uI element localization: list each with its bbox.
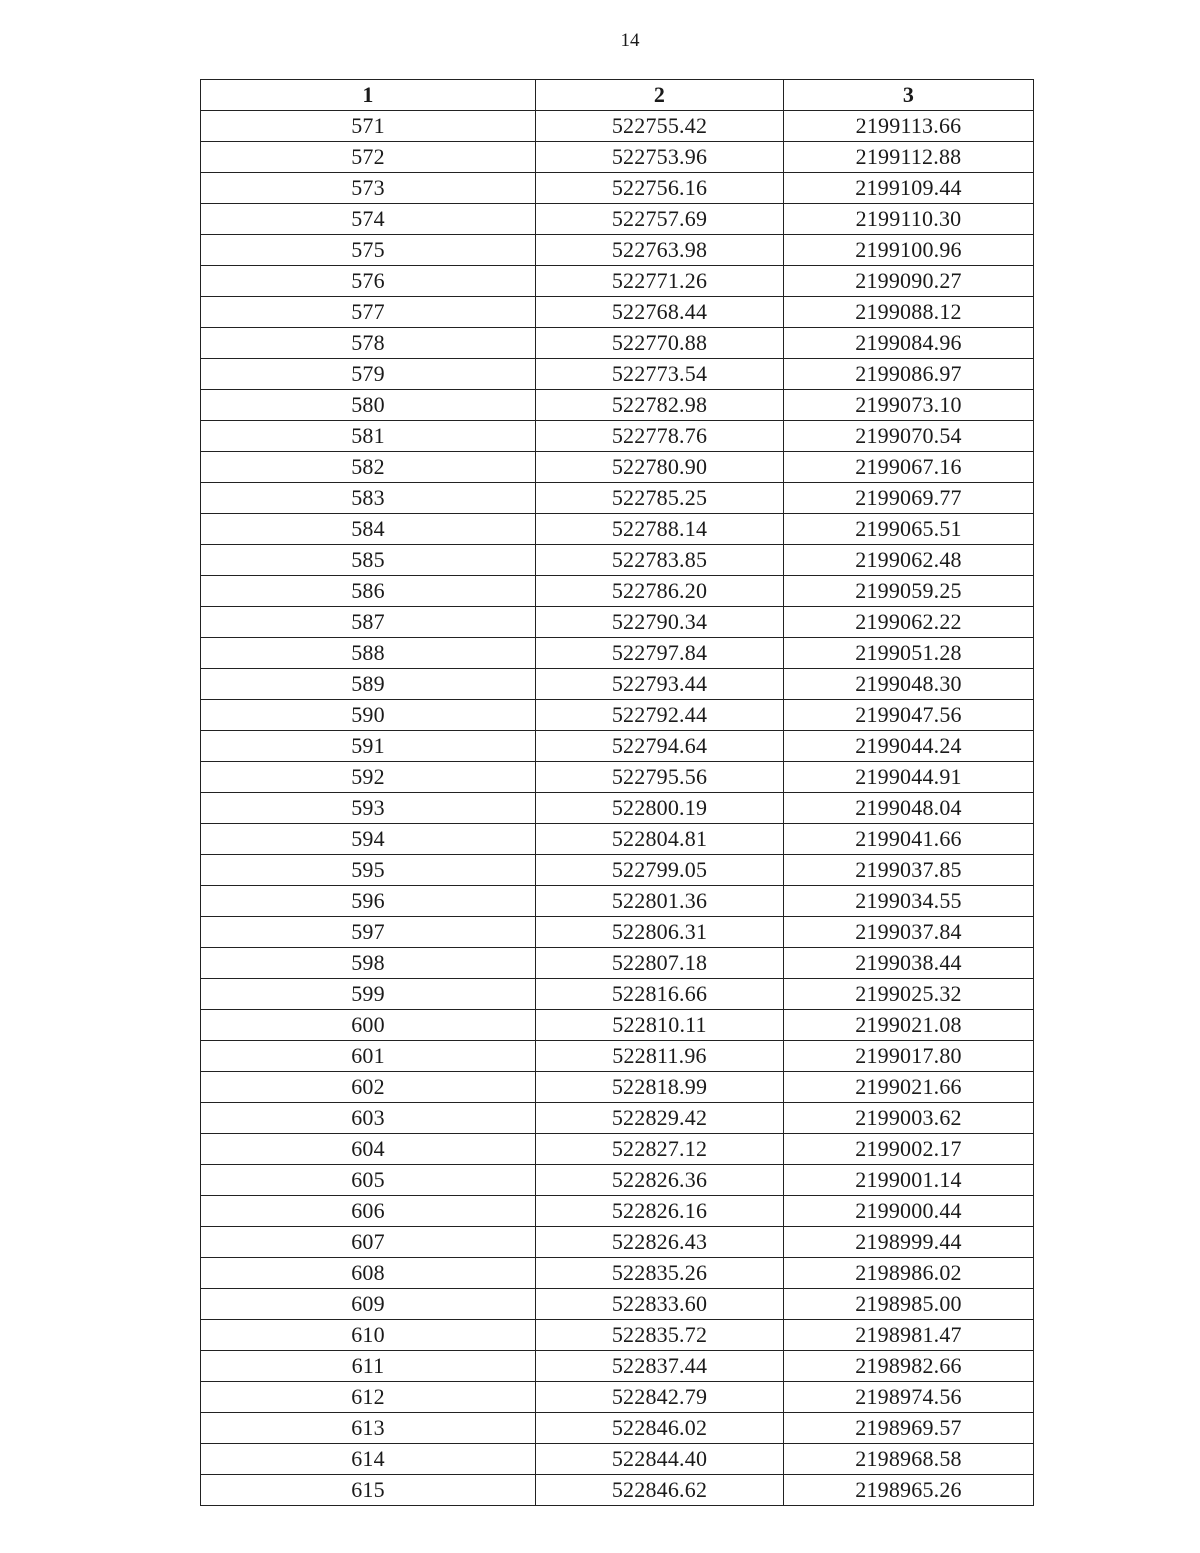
y-coordinate-cell: 2199002.17: [784, 1134, 1034, 1165]
y-coordinate-cell: 2199044.91: [784, 762, 1034, 793]
table-row: [201, 607, 1034, 638]
table-row: [201, 1041, 1034, 1072]
table-row: [201, 328, 1034, 359]
y-coordinate-cell: 2199062.22: [784, 607, 1034, 638]
point-number-cell: 571: [201, 111, 536, 142]
x-coordinate-cell: 522844.40: [536, 1444, 784, 1475]
table-row: [201, 576, 1034, 607]
point-number-cell: 576: [201, 266, 536, 297]
header-row: [201, 80, 1034, 111]
point-number-cell: 596: [201, 886, 536, 917]
x-coordinate-cell: 522782.98: [536, 390, 784, 421]
table-row: [201, 886, 1034, 917]
x-coordinate-cell: 522780.90: [536, 452, 784, 483]
y-coordinate-cell: 2199109.44: [784, 173, 1034, 204]
x-coordinate-cell: 522753.96: [536, 142, 784, 173]
y-coordinate-cell: 2199041.66: [784, 824, 1034, 855]
y-coordinate-cell: 2199003.62: [784, 1103, 1034, 1134]
y-coordinate-cell: 2199065.51: [784, 514, 1034, 545]
table-row: [201, 1351, 1034, 1382]
x-coordinate-cell: 522816.66: [536, 979, 784, 1010]
point-number-cell: 589: [201, 669, 536, 700]
y-coordinate-cell: 2199044.24: [784, 731, 1034, 762]
x-coordinate-cell: 522807.18: [536, 948, 784, 979]
point-number-cell: 575: [201, 235, 536, 266]
x-coordinate-cell: 522846.02: [536, 1413, 784, 1444]
point-number-cell: 598: [201, 948, 536, 979]
table-row: [201, 669, 1034, 700]
x-coordinate-cell: 522783.85: [536, 545, 784, 576]
table-row: [201, 1258, 1034, 1289]
y-coordinate-cell: 2198986.02: [784, 1258, 1034, 1289]
point-number-cell: 590: [201, 700, 536, 731]
x-coordinate-cell: 522790.34: [536, 607, 784, 638]
y-coordinate-cell: 2199088.12: [784, 297, 1034, 328]
x-coordinate-cell: 522788.14: [536, 514, 784, 545]
table-row: [201, 204, 1034, 235]
point-number-cell: 577: [201, 297, 536, 328]
table-row: [201, 173, 1034, 204]
table-row: [201, 297, 1034, 328]
point-number-cell: 586: [201, 576, 536, 607]
y-coordinate-cell: 2199113.66: [784, 111, 1034, 142]
table-row: [201, 793, 1034, 824]
table-row: [201, 1196, 1034, 1227]
table-row: [201, 638, 1034, 669]
point-number-cell: 573: [201, 173, 536, 204]
point-number-cell: 606: [201, 1196, 536, 1227]
y-coordinate-cell: 2199037.85: [784, 855, 1034, 886]
point-number-cell: 582: [201, 452, 536, 483]
table-row: [201, 979, 1034, 1010]
table-row: [201, 1134, 1034, 1165]
table-row: [201, 1072, 1034, 1103]
point-number-cell: 591: [201, 731, 536, 762]
table-row: [201, 111, 1034, 142]
y-coordinate-cell: 2199100.96: [784, 235, 1034, 266]
table-row: [201, 452, 1034, 483]
y-coordinate-cell: 2199051.28: [784, 638, 1034, 669]
point-number-cell: 605: [201, 1165, 536, 1196]
x-coordinate-cell: 522835.26: [536, 1258, 784, 1289]
table-row: [201, 514, 1034, 545]
table-row: [201, 824, 1034, 855]
table-row: [201, 1413, 1034, 1444]
point-number-cell: 610: [201, 1320, 536, 1351]
x-coordinate-cell: 522818.99: [536, 1072, 784, 1103]
point-number-cell: 580: [201, 390, 536, 421]
table-row: [201, 142, 1034, 173]
y-coordinate-cell: 2199110.30: [784, 204, 1034, 235]
x-coordinate-cell: 522797.84: [536, 638, 784, 669]
table-body: [201, 111, 1034, 1506]
point-number-cell: 572: [201, 142, 536, 173]
table-row: [201, 1289, 1034, 1320]
table-row: [201, 762, 1034, 793]
table-row: [201, 917, 1034, 948]
y-coordinate-cell: 2199017.80: [784, 1041, 1034, 1072]
point-number-cell: 604: [201, 1134, 536, 1165]
x-coordinate-cell: 522846.62: [536, 1475, 784, 1506]
point-number-cell: 608: [201, 1258, 536, 1289]
y-coordinate-cell: 2199037.84: [784, 917, 1034, 948]
y-coordinate-cell: 2198999.44: [784, 1227, 1034, 1258]
point-number-cell: 594: [201, 824, 536, 855]
point-number-cell: 595: [201, 855, 536, 886]
x-coordinate-cell: 522755.42: [536, 111, 784, 142]
x-coordinate-cell: 522794.64: [536, 731, 784, 762]
table-row: [201, 1444, 1034, 1475]
point-number-cell: 602: [201, 1072, 536, 1103]
y-coordinate-cell: 2199069.77: [784, 483, 1034, 514]
y-coordinate-cell: 2199001.14: [784, 1165, 1034, 1196]
y-coordinate-cell: 2199000.44: [784, 1196, 1034, 1227]
x-coordinate-cell: 522793.44: [536, 669, 784, 700]
y-coordinate-cell: 2198974.56: [784, 1382, 1034, 1413]
table-row: [201, 1320, 1034, 1351]
point-number-cell: 613: [201, 1413, 536, 1444]
y-coordinate-cell: 2199021.08: [784, 1010, 1034, 1041]
y-coordinate-cell: 2199047.56: [784, 700, 1034, 731]
table-row: [201, 1010, 1034, 1041]
x-coordinate-cell: 522778.76: [536, 421, 784, 452]
x-coordinate-cell: 522795.56: [536, 762, 784, 793]
x-coordinate-cell: 522757.69: [536, 204, 784, 235]
y-coordinate-cell: 2199067.16: [784, 452, 1034, 483]
table-row: [201, 1475, 1034, 1506]
x-coordinate-cell: 522826.36: [536, 1165, 784, 1196]
table-row: [201, 1382, 1034, 1413]
y-coordinate-cell: 2199048.04: [784, 793, 1034, 824]
point-number-cell: 609: [201, 1289, 536, 1320]
x-coordinate-cell: 522829.42: [536, 1103, 784, 1134]
x-coordinate-cell: 522773.54: [536, 359, 784, 390]
point-number-cell: 597: [201, 917, 536, 948]
point-number-cell: 581: [201, 421, 536, 452]
x-coordinate-cell: 522771.26: [536, 266, 784, 297]
x-coordinate-cell: 522833.60: [536, 1289, 784, 1320]
point-number-cell: 592: [201, 762, 536, 793]
x-coordinate-cell: 522799.05: [536, 855, 784, 886]
table-row: [201, 1227, 1034, 1258]
x-coordinate-cell: 522786.20: [536, 576, 784, 607]
point-number-cell: 588: [201, 638, 536, 669]
x-coordinate-cell: 522806.31: [536, 917, 784, 948]
column-header-2: 2: [536, 80, 784, 111]
table-row: [201, 731, 1034, 762]
x-coordinate-cell: 522842.79: [536, 1382, 784, 1413]
y-coordinate-cell: 2199034.55: [784, 886, 1034, 917]
x-coordinate-cell: 522756.16: [536, 173, 784, 204]
x-coordinate-cell: 522785.25: [536, 483, 784, 514]
y-coordinate-cell: 2198981.47: [784, 1320, 1034, 1351]
table-row: [201, 235, 1034, 266]
table-row: [201, 359, 1034, 390]
x-coordinate-cell: 522763.98: [536, 235, 784, 266]
table-row: [201, 266, 1034, 297]
y-coordinate-cell: 2199048.30: [784, 669, 1034, 700]
x-coordinate-cell: 522826.43: [536, 1227, 784, 1258]
x-coordinate-cell: 522835.72: [536, 1320, 784, 1351]
x-coordinate-cell: 522804.81: [536, 824, 784, 855]
point-number-cell: 599: [201, 979, 536, 1010]
x-coordinate-cell: 522837.44: [536, 1351, 784, 1382]
x-coordinate-cell: 522768.44: [536, 297, 784, 328]
point-number-cell: 607: [201, 1227, 536, 1258]
point-number-cell: 612: [201, 1382, 536, 1413]
point-number-cell: 611: [201, 1351, 536, 1382]
table-row: [201, 700, 1034, 731]
y-coordinate-cell: 2199062.48: [784, 545, 1034, 576]
point-number-cell: 603: [201, 1103, 536, 1134]
point-number-cell: 601: [201, 1041, 536, 1072]
table-row: [201, 948, 1034, 979]
point-number-cell: 600: [201, 1010, 536, 1041]
x-coordinate-cell: 522826.16: [536, 1196, 784, 1227]
y-coordinate-cell: 2199021.66: [784, 1072, 1034, 1103]
page-number: 14: [620, 30, 640, 51]
y-coordinate-cell: 2198968.58: [784, 1444, 1034, 1475]
x-coordinate-cell: 522827.12: [536, 1134, 784, 1165]
y-coordinate-cell: 2199112.88: [784, 142, 1034, 173]
y-coordinate-cell: 2199025.32: [784, 979, 1034, 1010]
y-coordinate-cell: 2199070.54: [784, 421, 1034, 452]
y-coordinate-cell: 2199086.97: [784, 359, 1034, 390]
y-coordinate-cell: 2198969.57: [784, 1413, 1034, 1444]
point-number-cell: 584: [201, 514, 536, 545]
y-coordinate-cell: 2199090.27: [784, 266, 1034, 297]
table-row: [201, 545, 1034, 576]
y-coordinate-cell: 2199073.10: [784, 390, 1034, 421]
table-row: [201, 1103, 1034, 1134]
point-number-cell: 574: [201, 204, 536, 235]
table-row: [201, 855, 1034, 886]
table-row: [201, 483, 1034, 514]
point-number-cell: 593: [201, 793, 536, 824]
y-coordinate-cell: 2199059.25: [784, 576, 1034, 607]
x-coordinate-cell: 522811.96: [536, 1041, 784, 1072]
y-coordinate-cell: 2199084.96: [784, 328, 1034, 359]
y-coordinate-cell: 2198982.66: [784, 1351, 1034, 1382]
column-header-1: 1: [201, 80, 536, 111]
point-number-cell: 614: [201, 1444, 536, 1475]
point-number-cell: 579: [201, 359, 536, 390]
point-number-cell: 587: [201, 607, 536, 638]
point-number-cell: 615: [201, 1475, 536, 1506]
column-header-3: 3: [784, 80, 1034, 111]
y-coordinate-cell: 2198985.00: [784, 1289, 1034, 1320]
y-coordinate-cell: 2198965.26: [784, 1475, 1034, 1506]
x-coordinate-cell: 522770.88: [536, 328, 784, 359]
point-number-cell: 585: [201, 545, 536, 576]
x-coordinate-cell: 522810.11: [536, 1010, 784, 1041]
point-number-cell: 578: [201, 328, 536, 359]
y-coordinate-cell: 2199038.44: [784, 948, 1034, 979]
table-row: [201, 1165, 1034, 1196]
point-number-cell: 583: [201, 483, 536, 514]
coordinates-table: [200, 79, 1034, 1506]
x-coordinate-cell: 522800.19: [536, 793, 784, 824]
table-header: [201, 80, 1034, 111]
table-row: [201, 421, 1034, 452]
x-coordinate-cell: 522792.44: [536, 700, 784, 731]
table-row: [201, 390, 1034, 421]
x-coordinate-cell: 522801.36: [536, 886, 784, 917]
